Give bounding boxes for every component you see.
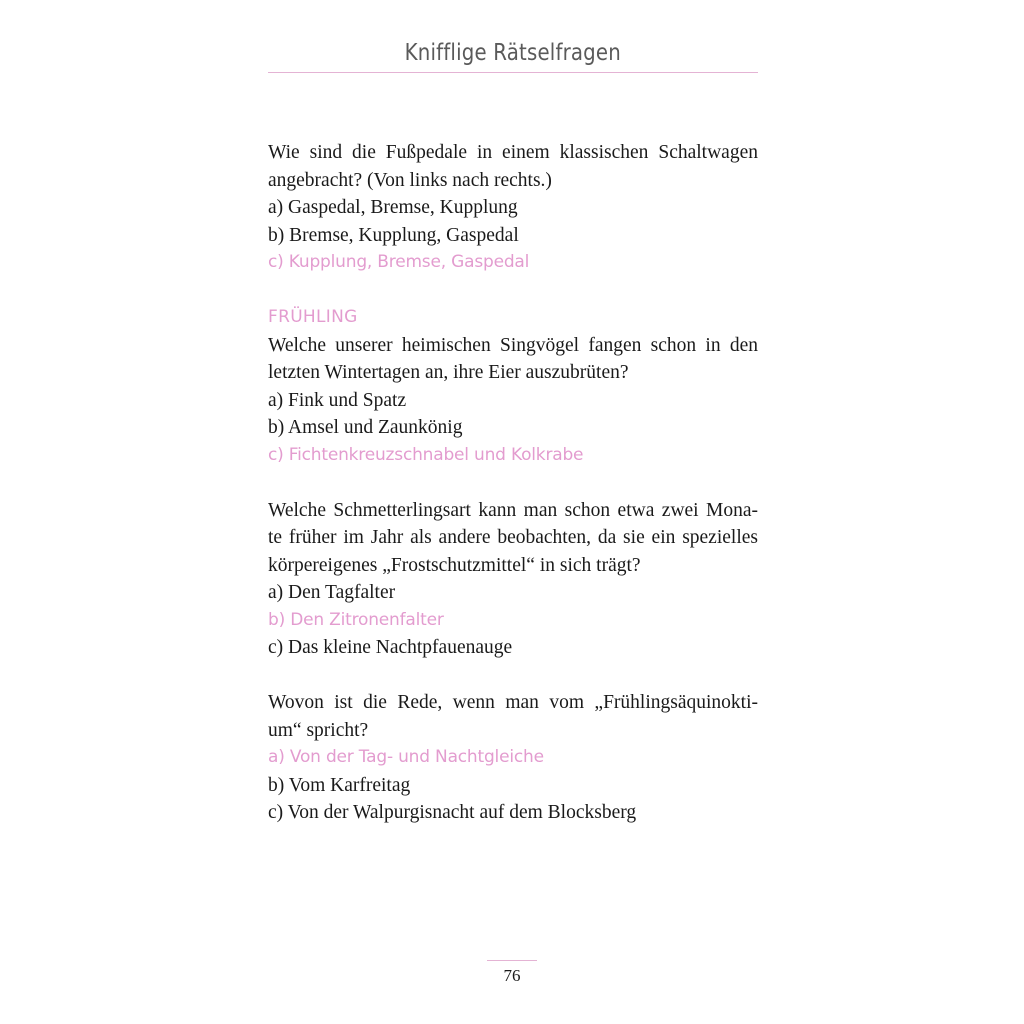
question-text-line: te früher im Jahr als andere beobachten, da sie ein spezielles <box>268 527 758 548</box>
page-number: 76 <box>503 966 521 985</box>
question-text-line: Welche unserer heimischen Singvögel fangen schon in den <box>268 334 758 356</box>
spacer <box>268 277 758 305</box>
correct-answer-option: c) Fichtenkreuzschnabel und Kolkrabe <box>268 444 584 465</box>
answer-option: b) Amsel und Zaunkönig <box>268 417 463 438</box>
question-text-line: letzten Wintertagen an, ihre Eier auszubrüten? <box>268 362 629 383</box>
running-header-title: Knifflige Rätselfragen <box>404 40 622 66</box>
correct-answer-option: c) Kupplung, Bremse, Gaspedal <box>268 252 530 272</box>
footer-divider <box>487 960 537 961</box>
spacer <box>268 469 758 497</box>
quiz-question-2 <box>268 304 758 469</box>
correct-answer-option: b) Den Zitronenfalter <box>268 609 444 630</box>
running-header <box>268 36 758 70</box>
answer-option: c) Von der Walpurgisnacht auf dem Blocksberg <box>268 802 637 823</box>
spacer <box>268 662 758 690</box>
question-text-line: Wovon ist die Rede, wenn man vom „Frühlingsäquinokti- <box>268 692 758 713</box>
answer-option: a) Den Tagfalter <box>268 582 396 603</box>
question-text-line: um“ spricht? <box>268 719 369 741</box>
question-text-line: Wie sind die Fußpedale in einem klassischen Schaltwagen <box>268 142 758 163</box>
answer-option: c) Das kleine Nachtpfauenauge <box>268 637 513 658</box>
answer-option: b) Bremse, Kupplung, Gaspedal <box>268 224 519 246</box>
answer-option: a) Fink und Spatz <box>268 389 407 411</box>
quiz-question-1 <box>268 139 758 277</box>
answer-option: a) Gaspedal, Bremse, Kupplung <box>268 197 518 218</box>
quiz-question-3 <box>268 497 758 662</box>
question-text-line: Welche Schmetterlingsart kann man schon etwa zwei Mona- <box>268 499 758 521</box>
section-heading: FRÜHLING <box>268 307 358 327</box>
question-text-line: angebracht? (Von links nach rechts.) <box>268 169 552 191</box>
correct-answer-option: a) Von der Tag- und Nachtgleiche <box>268 747 544 767</box>
question-text-line: körpereigenes „Frostschutzmittel“ in sich trägt? <box>268 554 641 576</box>
header-divider <box>268 72 758 73</box>
quiz-question-4 <box>268 689 758 827</box>
quiz-content <box>268 139 758 827</box>
answer-option: b) Vom Karfreitag <box>268 774 411 796</box>
